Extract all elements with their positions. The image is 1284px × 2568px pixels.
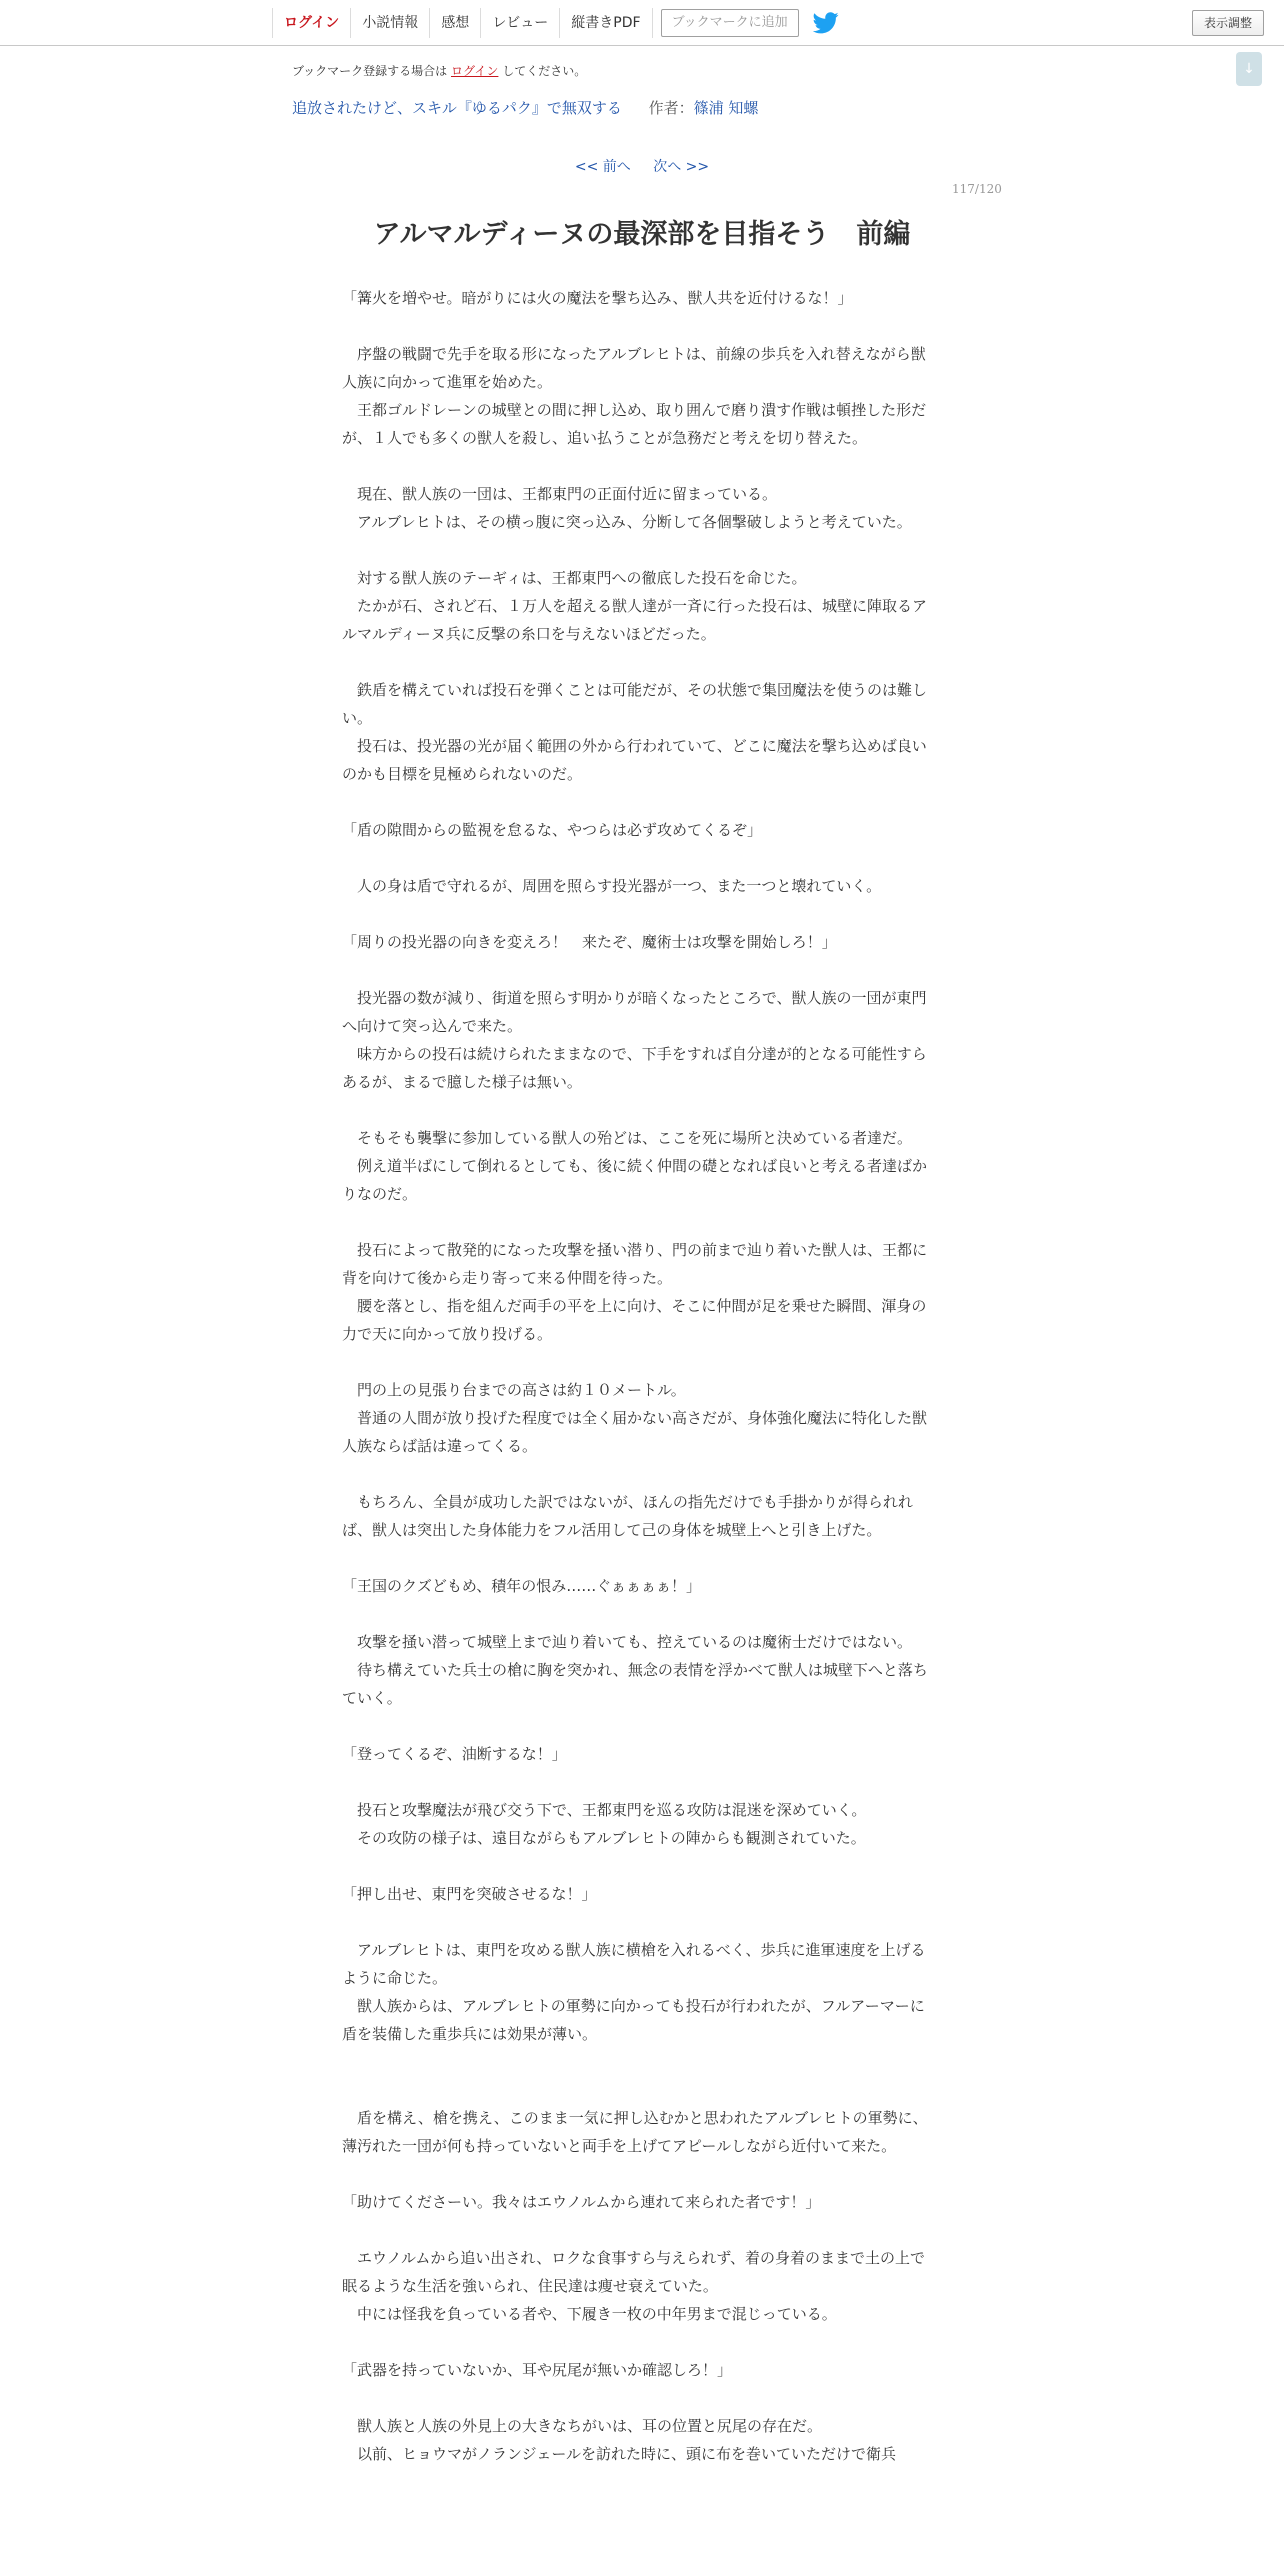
body-paragraph: 投石によって散発的になった攻撃を掻い潜り、門の前まで辿り着いた獣人は、王都に背を向けて後から走り寄って来る仲間を待った。 [342,1241,928,1287]
impressions-link[interactable]: 感想 [429,8,480,38]
body-paragraph: 投石と攻撃魔法が飛び交う下で、王都東門を巡る攻防は混迷を深めていく。 [342,1801,867,1819]
body-paragraph: 「盾の隙間からの監視を怠るな、やつらは必ず攻めてくるぞ」 [342,821,763,839]
login-notice-prefix: ブックマーク登録する場合は [292,64,448,78]
add-bookmark-button[interactable]: ブックマークに追加 [661,9,799,37]
blank-line [342,536,936,564]
novel-title-line [292,97,758,118]
body-paragraph: アルブレヒトは、東門を攻める獣人族に横槍を入れるべく、歩兵に進軍速度を上げるように命じた。 [342,1941,926,1987]
body-paragraph: そもそも襲撃に参加している獣人の殆どは、ここを死に場所と決めている者達だ。 [342,1129,913,1147]
body-paragraph: 序盤の戦闘で先手を取る形になったアルブレヒトは、前線の歩兵を入れ替えながら獣人族に向かって進軍を始めた。 [342,345,926,391]
blank-line [342,2160,936,2188]
body-paragraph: その攻防の様子は、遠目ながらもアルブレヒトの陣からも観測されていた。 [342,1829,866,1847]
blank-line [342,2076,936,2104]
novel-title-link[interactable]: 追放されたけど、スキル『ゆるパク』で無双する [292,99,622,117]
body-paragraph: 「助けてくださーい。我々はエウノルムから連れて来られた者です！」 [342,2193,821,2211]
chapter-body [342,284,936,2468]
body-paragraph: 「武器を持っていないか、耳や尻尾が無いか確認しろ！」 [342,2361,733,2379]
body-paragraph: 投石は、投光器の光が届く範囲の外から行われていて、どこに魔法を撃ち込めば良いのかも目標を見極められないのだ。 [342,737,927,783]
body-paragraph: 「押し出せ、東門を突破させるな！」 [342,1885,597,1903]
body-paragraph: 鉄盾を構えていれば投石を弾くことは可能だが、その状態で集団魔法を使うのは難しい。 [342,681,928,727]
login-notice [292,62,586,79]
body-paragraph: 対する獣人族のテーギィは、王都東門への徹底した投石を命じた。 [342,569,807,587]
body-paragraph: エウノルムから追い出され、ロクな食事すら与えられず、着の身着のままで土の上で眠るような生活を強いられ、住民達は痩せ衰えていた。 [342,2249,926,2295]
body-paragraph: もちろん、全員が成功した訳ではないが、ほんの指先だけでも手掛かりが得られれば、獣人は突出した身体能力をフル活用して己の身体を城壁上へと引き上げた。 [342,1493,913,1539]
body-paragraph: 獣人族と人族の外見上の大きなちがいは、耳の位置と尻尾の存在だ。 [342,2417,823,2435]
blank-line [342,1208,936,1236]
body-paragraph: アルブレヒトは、その横っ腹に突っ込み、分断して各個撃破しようと考えていた。 [342,513,912,531]
blank-line [342,1460,936,1488]
next-page-link[interactable]: 次へ >> [653,159,710,175]
blank-line [342,2216,936,2244]
author-link[interactable]: 篠浦 知螺 [693,99,759,117]
body-paragraph: 待ち構えていた兵士の槍に胸を突かれ、無念の表情を浮かべて獣人は城壁下へと落ちていく。 [342,1661,928,1707]
body-paragraph: 「周りの投光器の向きを変えろ！ 来たぞ、魔術士は攻撃を開始しろ！」 [342,933,837,951]
body-paragraph: 「王国のクズどもめ、積年の恨み……ぐぁぁぁぁ！」 [342,1577,701,1595]
blank-line [342,1712,936,1740]
vertical-pdf-link[interactable]: 縦書きPDF [559,8,652,38]
body-paragraph: 以前、ヒョウマがノランジェールを訪れた時に、頭に布を巻いていただけで衛兵 [342,2445,897,2463]
twitter-icon[interactable] [813,12,839,34]
blank-line [342,844,936,872]
page-count: 117/120 [952,182,1002,196]
body-paragraph: 攻撃を掻い潜って城壁上まで辿り着いても、控えているのは魔術士だけではない。 [342,1633,913,1651]
prev-page-link[interactable]: << 前へ [574,159,631,175]
blank-line [342,1348,936,1376]
blank-line [342,452,936,480]
review-link[interactable]: レビュー [480,8,559,38]
novel-info-link[interactable]: 小説情報 [350,8,429,38]
body-paragraph: 「登ってくるぞ、油断するな！」 [342,1745,567,1763]
blank-line [342,2048,936,2076]
display-settings-button[interactable]: 表示調整 [1192,10,1264,36]
blank-line [342,1096,936,1124]
body-paragraph: 味方からの投石は続けられたままなので、下手をすれば自分達が的となる可能性すらあるが、まるで臆した様子は無い。 [342,1045,927,1091]
body-paragraph: 腰を落とし、指を組んだ両手の平を上に向け、そこに仲間が足を乗せた瞬間、渾身の力で天に向かって放り投げる。 [342,1297,927,1343]
body-paragraph: 例え道半ばにして倒れるとしても、後に続く仲間の礎となれば良いと考える者達ばかりなのだ。 [342,1157,928,1203]
blank-line [342,900,936,928]
body-paragraph: 獣人族からは、アルブレヒトの軍勢に向かっても投石が行われたが、フルアーマーに盾を装備した重歩兵には効果が薄い。 [342,1997,925,2043]
blank-line [342,312,936,340]
blank-line [342,648,936,676]
login-notice-suffix: してください。 [502,64,587,78]
nav-links [272,8,839,38]
body-paragraph: 人の身は盾で守れるが、周囲を照らす投光器が一つ、また一つと壊れていく。 [342,877,882,895]
blank-line [342,956,936,984]
body-paragraph: 投光器の数が減り、街道を照らす明かりが暗くなったところで、獣人族の一団が東門へ向けて突っ込んで来た。 [342,989,927,1035]
body-paragraph: 門の上の見張り台までの高さは約１０メートル。 [342,1381,686,1399]
scroll-down-button[interactable]: ↓ [1236,52,1262,86]
pager [0,156,1284,176]
blank-line [342,788,936,816]
blank-line [342,1544,936,1572]
body-paragraph: 王都ゴルドレーンの城壁との間に押し込め、取り囲んで磨り潰す作戦は頓挫した形だが、１人でも多くの獣人を殺し、追い払うことが急務だと考えを切り替えた。 [342,401,927,447]
login-notice-link[interactable]: ログイン [451,64,499,78]
chapter-title: アルマルディーヌの最深部を目指そう 前編 [373,219,911,250]
body-paragraph: 「篝火を増やせ。暗がりには火の魔法を撃ち込み、獣人共を近付けるな！」 [342,289,853,307]
body-paragraph: 現在、獣人族の一団は、王都東門の正面付近に留まっている。 [342,485,778,503]
author-label: 作者： [648,99,694,117]
blank-line [342,2384,936,2412]
body-paragraph: 中には怪我を負っている者や、下履き一枚の中年男まで混じっている。 [342,2305,837,2323]
blank-line [342,2328,936,2356]
blank-line [342,1908,936,1936]
top-navigation-bar [0,0,1284,46]
blank-line [342,1852,936,1880]
blank-line [342,1600,936,1628]
blank-line [342,1768,936,1796]
body-paragraph: 普通の人間が放り投げた程度では全く届かない高さだが、身体強化魔法に特化した獣人族ならば話は違ってくる。 [342,1409,928,1455]
login-link[interactable]: ログイン [272,8,350,38]
body-paragraph: 盾を構え、槍を携え、このまま一気に押し込むかと思われたアルブレヒトの軍勢に、薄汚れた一団が何も持っていないと両手を上げてアピールしながら近付いて来た。 [342,2109,928,2155]
body-paragraph: たかが石、されど石、１万人を超える獣人達が一斉に行った投石は、城壁に陣取るアルマルディーヌ兵に反撃の糸口を与えないほどだった。 [342,597,928,643]
